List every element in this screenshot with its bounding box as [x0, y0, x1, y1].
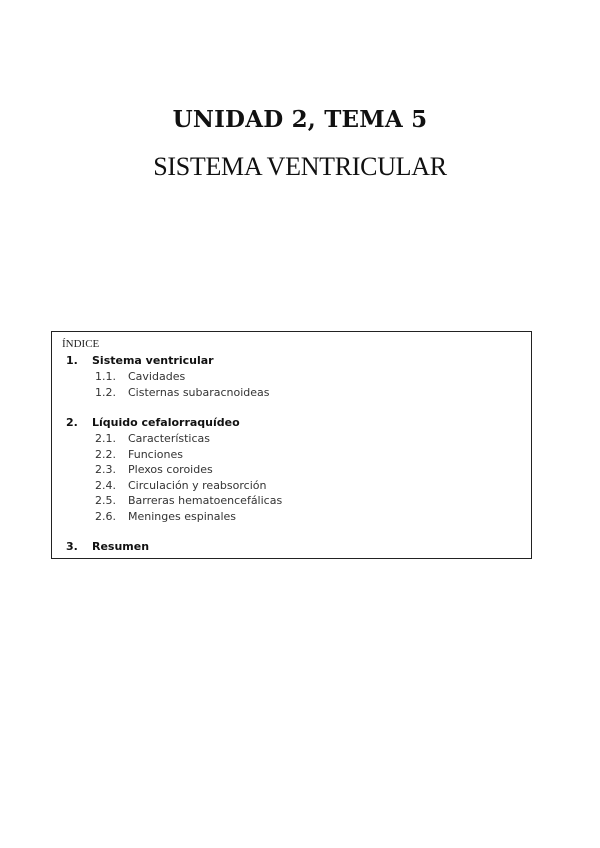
- subsection-number: 2.6.: [95, 509, 116, 523]
- subsection-title: Cisternas subaracnoideas: [128, 385, 270, 399]
- section-heading: [52, 416, 531, 432]
- subsection-item: [52, 510, 531, 526]
- page-title: UNIDAD 2, TEMA 5: [172, 106, 428, 133]
- subsection-title: Características: [128, 432, 211, 445]
- subsection-number: 2.1.: [95, 432, 116, 445]
- subsection-item: [52, 463, 531, 479]
- subsection-title: Plexos coroides: [128, 463, 213, 477]
- subsection-item: [52, 370, 531, 386]
- subsection-item: [52, 386, 531, 402]
- subsection-number: 2.3.: [95, 463, 116, 477]
- subsection-title: Funciones: [128, 447, 183, 461]
- subsection-title: Meninges espinales: [128, 509, 237, 523]
- subsection-number: 2.5.: [95, 494, 116, 508]
- subsection-title: Cavidades: [128, 370, 186, 383]
- section-heading: [52, 354, 531, 370]
- section-number: 2.: [66, 416, 78, 429]
- subsection-number: 1.1.: [95, 370, 116, 383]
- subsection-number: 2.4.: [95, 478, 116, 492]
- section-heading: [52, 540, 531, 556]
- index-box: [51, 331, 532, 559]
- subsection-number: 1.2.: [95, 385, 116, 399]
- subsection-number: 2.2.: [95, 447, 116, 461]
- section-number: 1.: [66, 354, 78, 367]
- section-number: 3.: [66, 540, 78, 553]
- section-title: Líquido cefalorraquídeo: [92, 416, 240, 429]
- subsection-item: [52, 479, 531, 495]
- subsection-item: [52, 448, 531, 464]
- index-label: ÍNDICE: [62, 338, 100, 350]
- index-section-3: [52, 540, 531, 556]
- section-title: Resumen: [92, 540, 150, 553]
- index-section-1: [52, 354, 531, 401]
- section-title: Sistema ventricular: [92, 354, 214, 367]
- page-subtitle: SISTEMA VENTRICULAR: [153, 152, 447, 181]
- subsection-item: [52, 432, 531, 448]
- subsection-title: Circulación y reabsorción: [128, 478, 267, 492]
- index-section-2: [52, 416, 531, 526]
- subsection-title: Barreras hematoencefálicas: [128, 494, 283, 508]
- subsection-item: [52, 494, 531, 510]
